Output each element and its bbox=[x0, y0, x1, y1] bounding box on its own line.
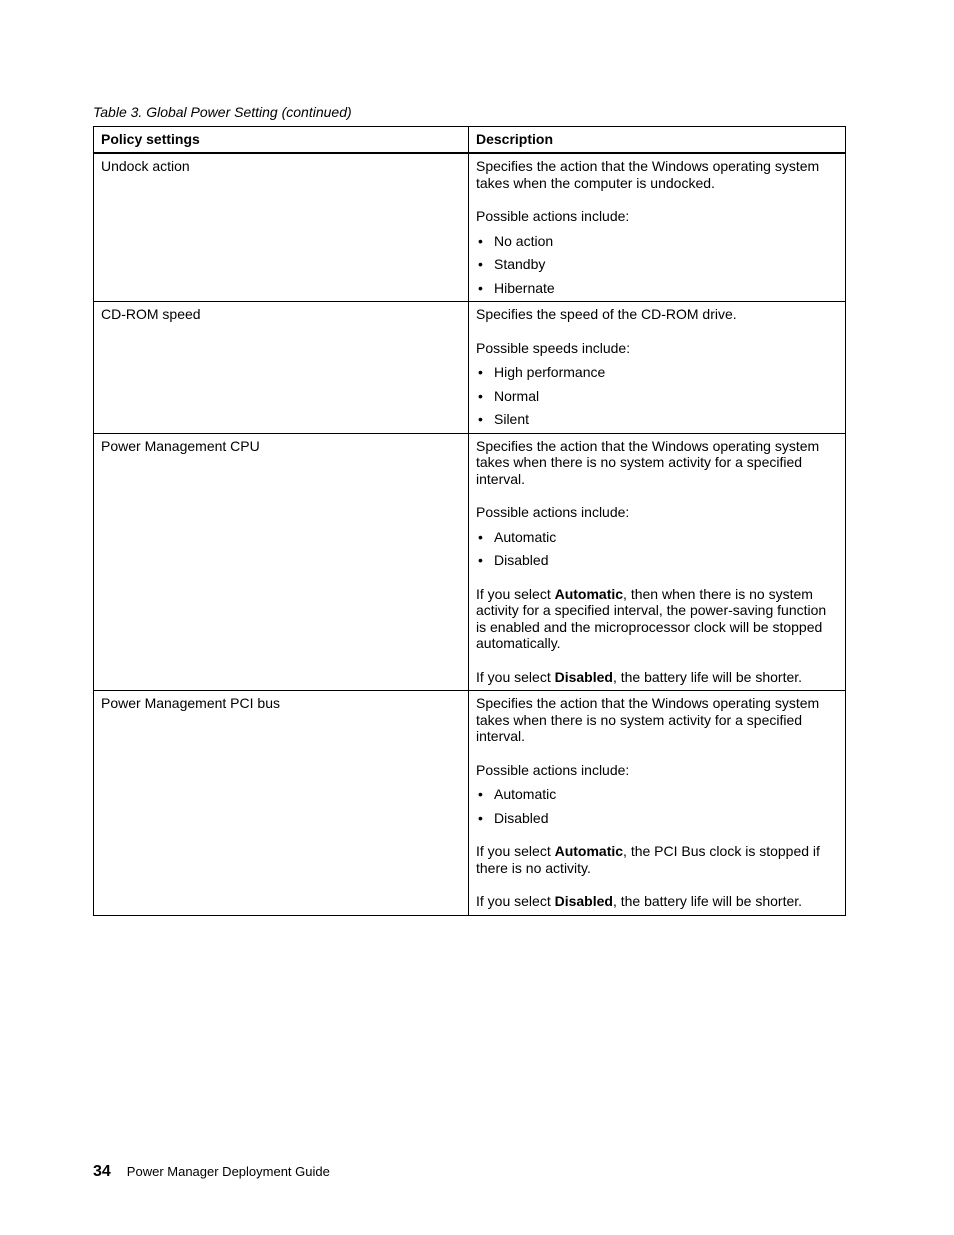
description-cell bbox=[469, 153, 846, 302]
document-title: Power Manager Deployment Guide bbox=[126, 1164, 330, 1179]
note-keyword: Disabled bbox=[554, 893, 613, 909]
policy-cell: Undock action bbox=[94, 153, 469, 302]
policy-cell: Power Management CPU bbox=[94, 433, 469, 691]
bullet-icon: • bbox=[478, 256, 483, 272]
list-item bbox=[476, 364, 838, 381]
list-item bbox=[476, 786, 838, 803]
global-power-setting-table bbox=[93, 126, 846, 916]
options-intro: Possible actions include: bbox=[476, 761, 630, 778]
table-row bbox=[94, 433, 846, 691]
table-row bbox=[94, 153, 846, 302]
note-keyword: Automatic bbox=[554, 585, 624, 602]
option-label: Silent bbox=[494, 411, 530, 427]
note-automatic bbox=[476, 843, 838, 876]
page-footer bbox=[93, 1163, 330, 1181]
note-keyword: Disabled bbox=[554, 668, 613, 685]
header-policy-settings: Policy settings bbox=[94, 127, 469, 154]
bullet-icon: • bbox=[478, 232, 483, 249]
list-item bbox=[476, 552, 838, 569]
option-label: No action bbox=[494, 232, 554, 249]
table-caption: Table 3. Global Power Setting (continued) bbox=[93, 104, 352, 120]
options-intro: Possible speeds include: bbox=[476, 339, 631, 356]
policy-cell: Power Management PCI bus bbox=[94, 691, 469, 916]
description-cell bbox=[469, 691, 846, 916]
bullet-icon: • bbox=[478, 387, 483, 404]
header-description: Description bbox=[469, 127, 846, 154]
note-automatic bbox=[476, 586, 838, 652]
bullet-icon: • bbox=[478, 528, 483, 545]
bullet-icon: • bbox=[478, 279, 483, 296]
option-label: Hibernate bbox=[494, 279, 555, 296]
note-keyword: Automatic bbox=[554, 843, 624, 859]
note-text: If you select bbox=[476, 843, 555, 859]
option-label: Disabled bbox=[494, 809, 549, 826]
table-row bbox=[94, 302, 846, 434]
note-text: If you select bbox=[476, 585, 555, 602]
options-list bbox=[476, 529, 838, 569]
list-item bbox=[476, 280, 838, 297]
bullet-icon: • bbox=[478, 411, 483, 427]
bullet-icon: • bbox=[478, 364, 483, 380]
description-cell bbox=[469, 302, 846, 434]
note-disabled bbox=[476, 893, 838, 910]
description-text: Specifies the action that the Windows operating system takes when the computer is undocked. bbox=[476, 158, 820, 191]
option-label: Automatic bbox=[494, 528, 557, 545]
options-list bbox=[476, 786, 838, 826]
option-label: Disabled bbox=[494, 552, 549, 568]
options-intro: Possible actions include: bbox=[476, 504, 630, 520]
description-text: Specifies the action that the Windows operating system takes when there is no system activity for a specified interval. bbox=[476, 437, 820, 487]
note-text: , then when there is no system activity for a specified interval, the power-saving function is enabled and the microprocessor clock will be stopped automatically. bbox=[476, 585, 827, 651]
note-text: , the battery life will be shorter. bbox=[612, 893, 803, 909]
description-text: Specifies the speed of the CD-ROM drive. bbox=[476, 306, 737, 322]
list-item bbox=[476, 233, 838, 250]
description-text: Specifies the action that the Windows operating system takes when there is no system activity for a specified interval. bbox=[476, 695, 820, 744]
list-item bbox=[476, 388, 838, 405]
option-label: Normal bbox=[494, 387, 540, 404]
note-text: If you select bbox=[476, 893, 555, 909]
note-text: If you select bbox=[476, 668, 555, 685]
bullet-icon: • bbox=[478, 552, 483, 568]
options-list bbox=[476, 364, 838, 428]
options-intro: Possible actions include: bbox=[476, 208, 630, 224]
policy-cell: CD-ROM speed bbox=[94, 302, 469, 434]
bullet-icon: • bbox=[478, 786, 483, 802]
note-text: , the battery life will be shorter. bbox=[612, 668, 803, 685]
list-item bbox=[476, 256, 838, 273]
description-cell bbox=[469, 433, 846, 691]
list-item bbox=[476, 810, 838, 827]
note-text: , the PCI Bus clock is stopped if there is no activity. bbox=[476, 843, 820, 876]
page-number: 34 bbox=[93, 1163, 111, 1180]
table-row bbox=[94, 691, 846, 916]
table-header-row bbox=[94, 127, 846, 154]
note-disabled bbox=[476, 669, 838, 686]
option-label: High performance bbox=[494, 364, 606, 380]
option-label: Standby bbox=[494, 256, 546, 272]
option-label: Automatic bbox=[494, 786, 557, 802]
list-item bbox=[476, 411, 838, 428]
list-item bbox=[476, 529, 838, 546]
options-list bbox=[476, 233, 838, 297]
bullet-icon: • bbox=[478, 809, 483, 826]
